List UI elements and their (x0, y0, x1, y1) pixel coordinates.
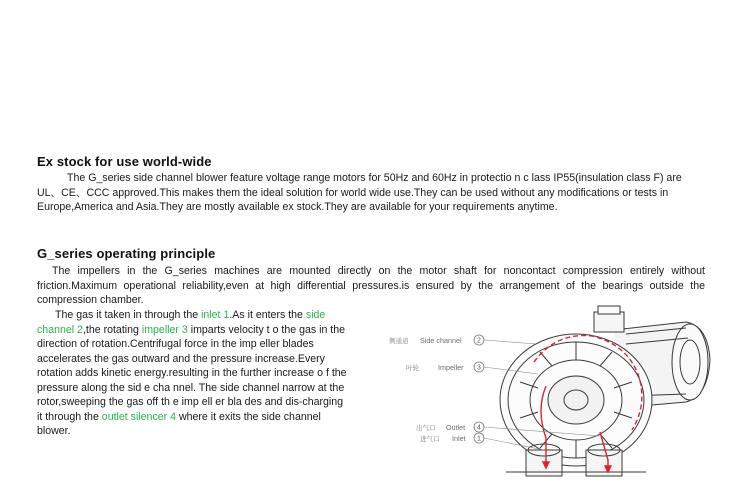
section-heading-stock: Ex stock for use world-wide (37, 154, 212, 169)
callout-number: 4 (477, 424, 481, 432)
label-en: Inlet (452, 434, 466, 443)
detail-text: imparts velocity t o the gas in the direction of rotation.Centrifugal force in the imp eller blades accelerates the gas outward and the pressure increase.Every rotation adds kinetic energy.resulting in the further increase o f the pressure along the sid e cha nnel. The side channel narrow at the rotor,sweeping the gas off th e imp ell er bla des and dis-charging it through the (37, 323, 347, 423)
detail-text: where it exits the side channel blower. (37, 410, 321, 437)
side-channel-term: side channel 2 (37, 309, 326, 336)
label-zh: 侧通道 (389, 337, 409, 345)
principle-detail-paragraph (37, 308, 350, 439)
detail-text: ,the rotating (82, 323, 142, 336)
outlet-silencer-term: outlet silencer 4 (101, 410, 176, 423)
section-heading-principle: G_series operating principle (37, 246, 216, 261)
label-zh: 出气口 (416, 424, 436, 432)
label-en: Impeller (438, 363, 464, 372)
detail-text: .As it enters the (229, 309, 306, 321)
impeller-term: impeller 3 (141, 323, 188, 336)
leader-line (484, 340, 536, 344)
label-zh: 进气口 (420, 435, 440, 443)
principle-intro-paragraph: The impellers in the G_series machines are mounted directly on the motor shaft for noncontact compression entirely without friction.Maximum operational reliability,even at high differential pressures.is ensured by the arrangement of the bearings outside the compression chamber. (37, 265, 705, 306)
callout-number: 3 (477, 364, 481, 372)
detail-text: The gas it taken in through the (55, 309, 202, 321)
blower-diagram (386, 300, 746, 480)
diagram-label-side-channel (389, 335, 536, 345)
inlet-term: inlet 1 (201, 309, 230, 321)
callout-number: 2 (477, 337, 481, 345)
label-en: Outlet (446, 423, 466, 432)
label-zh: 叶轮 (406, 364, 419, 372)
label-en: Side channel (420, 336, 462, 345)
stock-paragraph: The G_series side channel blower feature voltage range motors for 50Hz and 60Hz in protectio n c lass IP55(insulation class F) are UL、CE、CCC approved.This makes them the ideal solution for world wide use.They can be used without any modifications or tests in Europe,America and Asia.They are mostly available ex stock.They are available for your requirements anytime. (37, 172, 682, 213)
callout-number: 1 (477, 435, 481, 443)
